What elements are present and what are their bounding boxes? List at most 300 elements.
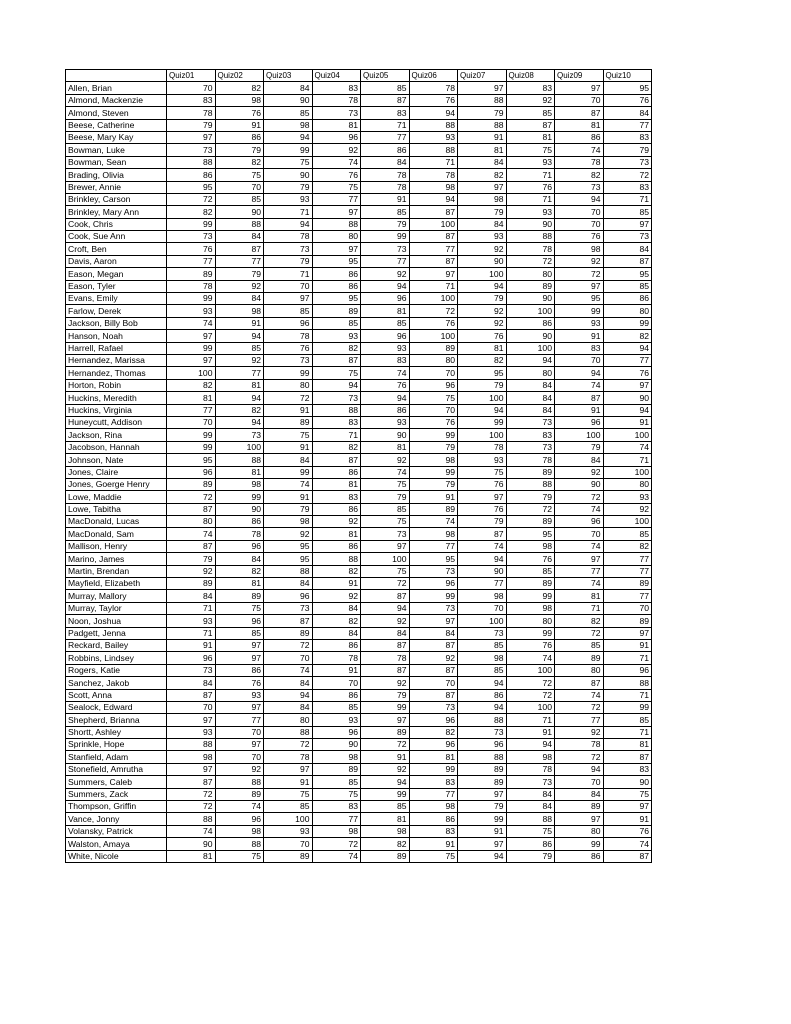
score-cell: 90 xyxy=(312,739,361,751)
table-row xyxy=(66,156,652,168)
score-cell: 92 xyxy=(361,615,410,627)
score-cell: 84 xyxy=(361,627,410,639)
table-row xyxy=(66,379,652,391)
score-cell: 76 xyxy=(603,367,652,379)
student-name-cell: Hanson, Noah xyxy=(66,330,167,342)
score-cell: 72 xyxy=(264,739,313,751)
score-cell: 89 xyxy=(264,627,313,639)
score-cell: 91 xyxy=(458,131,507,143)
score-cell: 87 xyxy=(409,639,458,651)
student-name-cell: Hernandez, Thomas xyxy=(66,367,167,379)
score-cell: 92 xyxy=(167,565,216,577)
score-cell: 71 xyxy=(603,454,652,466)
score-cell: 97 xyxy=(603,627,652,639)
table-row xyxy=(66,776,652,788)
column-header: Quiz10 xyxy=(603,70,652,82)
score-cell: 90 xyxy=(458,565,507,577)
score-cell: 90 xyxy=(215,206,264,218)
score-cell: 92 xyxy=(555,726,604,738)
score-cell: 97 xyxy=(458,788,507,800)
score-cell: 70 xyxy=(555,776,604,788)
student-name-cell: Mallison, Henry xyxy=(66,540,167,552)
score-cell: 89 xyxy=(555,652,604,664)
column-header: Quiz02 xyxy=(215,70,264,82)
score-cell: 92 xyxy=(215,280,264,292)
score-cell: 72 xyxy=(312,838,361,850)
score-cell: 71 xyxy=(603,689,652,701)
table-row xyxy=(66,627,652,639)
score-cell: 88 xyxy=(506,478,555,490)
score-cell: 96 xyxy=(361,293,410,305)
score-cell: 94 xyxy=(555,763,604,775)
score-cell: 96 xyxy=(361,330,410,342)
score-cell: 81 xyxy=(361,305,410,317)
score-cell: 96 xyxy=(409,379,458,391)
score-cell: 81 xyxy=(215,466,264,478)
score-cell: 93 xyxy=(409,131,458,143)
score-cell: 87 xyxy=(555,677,604,689)
score-cell: 78 xyxy=(506,243,555,255)
score-cell: 85 xyxy=(361,801,410,813)
score-cell: 98 xyxy=(409,528,458,540)
score-cell: 97 xyxy=(167,354,216,366)
score-cell: 86 xyxy=(215,516,264,528)
score-cell: 74 xyxy=(555,503,604,515)
score-cell: 76 xyxy=(555,231,604,243)
score-cell: 98 xyxy=(506,540,555,552)
score-cell: 84 xyxy=(215,231,264,243)
score-cell: 75 xyxy=(215,602,264,614)
student-name-cell: Jackson, Billy Bob xyxy=(66,317,167,329)
score-cell: 73 xyxy=(603,231,652,243)
score-cell: 94 xyxy=(409,107,458,119)
student-name-cell: Bowman, Luke xyxy=(66,144,167,156)
score-cell: 80 xyxy=(506,615,555,627)
score-cell: 79 xyxy=(603,144,652,156)
score-cell: 96 xyxy=(264,590,313,602)
score-cell: 96 xyxy=(312,131,361,143)
score-cell: 87 xyxy=(361,94,410,106)
score-cell: 78 xyxy=(506,454,555,466)
score-cell: 100 xyxy=(409,330,458,342)
score-cell: 72 xyxy=(555,627,604,639)
score-cell: 78 xyxy=(167,107,216,119)
score-cell: 91 xyxy=(167,639,216,651)
score-cell: 95 xyxy=(312,293,361,305)
score-cell: 85 xyxy=(506,107,555,119)
student-name-cell: Huneycutt, Addison xyxy=(66,416,167,428)
score-cell: 94 xyxy=(555,193,604,205)
table-row xyxy=(66,392,652,404)
score-cell: 86 xyxy=(506,838,555,850)
score-cell: 83 xyxy=(312,82,361,94)
score-cell: 85 xyxy=(603,528,652,540)
column-header: Quiz07 xyxy=(458,70,507,82)
score-cell: 95 xyxy=(167,454,216,466)
score-cell: 73 xyxy=(167,664,216,676)
score-cell: 89 xyxy=(167,478,216,490)
student-name-cell: White, Nicole xyxy=(66,850,167,862)
score-cell: 100 xyxy=(215,441,264,453)
score-cell: 88 xyxy=(264,726,313,738)
student-name-cell: Stonefield, Amrutha xyxy=(66,763,167,775)
score-cell: 71 xyxy=(409,280,458,292)
score-cell: 83 xyxy=(603,131,652,143)
score-cell: 73 xyxy=(506,416,555,428)
student-name-cell: Almond, Steven xyxy=(66,107,167,119)
score-cell: 78 xyxy=(409,82,458,94)
score-cell: 80 xyxy=(264,379,313,391)
score-cell: 85 xyxy=(264,107,313,119)
score-cell: 86 xyxy=(555,850,604,862)
score-cell: 88 xyxy=(458,751,507,763)
student-name-cell: Beese, Mary Kay xyxy=(66,131,167,143)
score-cell: 86 xyxy=(312,689,361,701)
score-cell: 87 xyxy=(312,454,361,466)
score-cell: 82 xyxy=(409,726,458,738)
table-row xyxy=(66,553,652,565)
score-cell: 96 xyxy=(312,726,361,738)
score-cell: 100 xyxy=(458,429,507,441)
score-cell: 79 xyxy=(361,689,410,701)
score-cell: 80 xyxy=(506,367,555,379)
score-cell: 70 xyxy=(555,354,604,366)
student-name-cell: Hernandez, Marissa xyxy=(66,354,167,366)
score-cell: 89 xyxy=(506,280,555,292)
table-row xyxy=(66,850,652,862)
score-cell: 86 xyxy=(215,131,264,143)
score-cell: 96 xyxy=(167,652,216,664)
score-cell: 75 xyxy=(603,788,652,800)
score-cell: 71 xyxy=(264,268,313,280)
score-cell: 97 xyxy=(603,801,652,813)
score-cell: 80 xyxy=(506,268,555,280)
score-cell: 91 xyxy=(409,838,458,850)
score-cell: 72 xyxy=(264,392,313,404)
score-cell: 95 xyxy=(603,82,652,94)
score-cell: 94 xyxy=(264,131,313,143)
score-cell: 70 xyxy=(264,652,313,664)
score-cell: 72 xyxy=(167,491,216,503)
score-cell: 76 xyxy=(458,330,507,342)
score-cell: 93 xyxy=(506,206,555,218)
score-cell: 94 xyxy=(506,739,555,751)
score-cell: 84 xyxy=(506,801,555,813)
score-cell: 73 xyxy=(506,441,555,453)
score-cell: 70 xyxy=(167,82,216,94)
score-cell: 98 xyxy=(312,825,361,837)
score-cell: 82 xyxy=(603,330,652,342)
score-cell: 71 xyxy=(603,726,652,738)
student-name-cell: Jones, Goerge Henry xyxy=(66,478,167,490)
score-cell: 77 xyxy=(361,131,410,143)
score-cell: 79 xyxy=(458,107,507,119)
score-cell: 98 xyxy=(167,751,216,763)
score-cell: 81 xyxy=(361,441,410,453)
score-cell: 90 xyxy=(215,503,264,515)
table-body xyxy=(66,82,652,863)
score-cell: 81 xyxy=(458,144,507,156)
score-cell: 81 xyxy=(555,590,604,602)
score-cell: 72 xyxy=(506,689,555,701)
score-cell: 74 xyxy=(312,850,361,862)
table-row xyxy=(66,763,652,775)
score-cell: 70 xyxy=(555,94,604,106)
score-cell: 88 xyxy=(264,565,313,577)
score-cell: 70 xyxy=(409,367,458,379)
score-cell: 99 xyxy=(409,590,458,602)
score-cell: 76 xyxy=(458,478,507,490)
score-cell: 92 xyxy=(361,763,410,775)
score-cell: 87 xyxy=(361,590,410,602)
table-row xyxy=(66,838,652,850)
score-cell: 100 xyxy=(603,429,652,441)
score-cell: 88 xyxy=(458,94,507,106)
student-name-cell: Davis, Aaron xyxy=(66,255,167,267)
score-cell: 96 xyxy=(409,578,458,590)
score-cell: 93 xyxy=(458,454,507,466)
score-cell: 76 xyxy=(458,503,507,515)
score-cell: 95 xyxy=(506,528,555,540)
score-cell: 78 xyxy=(264,231,313,243)
table-row xyxy=(66,578,652,590)
score-cell: 98 xyxy=(409,454,458,466)
table-row xyxy=(66,293,652,305)
score-cell: 91 xyxy=(264,404,313,416)
score-cell: 81 xyxy=(603,739,652,751)
score-cell: 82 xyxy=(312,565,361,577)
column-header: Quiz06 xyxy=(409,70,458,82)
student-name-cell: Walston, Amaya xyxy=(66,838,167,850)
score-cell: 100 xyxy=(409,293,458,305)
score-cell: 79 xyxy=(215,144,264,156)
score-cell: 92 xyxy=(458,317,507,329)
score-cell: 72 xyxy=(361,578,410,590)
score-cell: 71 xyxy=(506,193,555,205)
score-cell: 99 xyxy=(555,305,604,317)
score-cell: 73 xyxy=(409,701,458,713)
score-cell: 86 xyxy=(409,813,458,825)
score-cell: 86 xyxy=(312,503,361,515)
score-cell: 78 xyxy=(555,739,604,751)
score-cell: 75 xyxy=(215,850,264,862)
score-cell: 83 xyxy=(167,94,216,106)
score-cell: 80 xyxy=(312,231,361,243)
table-row xyxy=(66,144,652,156)
score-cell: 79 xyxy=(264,503,313,515)
score-cell: 79 xyxy=(409,441,458,453)
score-cell: 100 xyxy=(506,701,555,713)
score-cell: 99 xyxy=(264,144,313,156)
student-name-cell: Brading, Olivia xyxy=(66,169,167,181)
score-cell: 77 xyxy=(409,243,458,255)
student-name-cell: Beese, Catherine xyxy=(66,119,167,131)
score-cell: 76 xyxy=(361,379,410,391)
score-cell: 72 xyxy=(506,255,555,267)
score-cell: 73 xyxy=(506,776,555,788)
score-cell: 85 xyxy=(215,193,264,205)
score-cell: 90 xyxy=(603,776,652,788)
student-name-cell: Cook, Sue Ann xyxy=(66,231,167,243)
score-cell: 89 xyxy=(361,726,410,738)
score-cell: 86 xyxy=(312,466,361,478)
score-cell: 97 xyxy=(458,82,507,94)
score-cell: 100 xyxy=(458,268,507,280)
score-cell: 97 xyxy=(215,652,264,664)
score-cell: 89 xyxy=(555,801,604,813)
table-row xyxy=(66,751,652,763)
score-cell: 97 xyxy=(409,615,458,627)
score-cell: 96 xyxy=(409,714,458,726)
score-cell: 97 xyxy=(458,838,507,850)
score-cell: 78 xyxy=(409,169,458,181)
score-cell: 91 xyxy=(458,825,507,837)
score-cell: 94 xyxy=(458,701,507,713)
score-cell: 93 xyxy=(215,689,264,701)
score-cell: 71 xyxy=(555,602,604,614)
score-cell: 72 xyxy=(167,801,216,813)
score-cell: 79 xyxy=(458,206,507,218)
score-cell: 97 xyxy=(603,379,652,391)
score-cell: 92 xyxy=(555,255,604,267)
score-cell: 98 xyxy=(215,94,264,106)
student-name-cell: Cook, Chris xyxy=(66,218,167,230)
score-cell: 89 xyxy=(264,416,313,428)
score-cell: 87 xyxy=(555,107,604,119)
table-row xyxy=(66,317,652,329)
score-cell: 94 xyxy=(361,776,410,788)
score-cell: 86 xyxy=(361,144,410,156)
score-cell: 97 xyxy=(361,540,410,552)
score-cell: 94 xyxy=(361,392,410,404)
score-cell: 76 xyxy=(409,94,458,106)
score-cell: 82 xyxy=(312,342,361,354)
table-row xyxy=(66,181,652,193)
score-cell: 83 xyxy=(506,429,555,441)
table-row xyxy=(66,169,652,181)
score-cell: 81 xyxy=(361,813,410,825)
score-cell: 83 xyxy=(312,801,361,813)
score-cell: 74 xyxy=(555,379,604,391)
score-cell: 84 xyxy=(361,156,410,168)
student-name-cell: Brewer, Annie xyxy=(66,181,167,193)
score-cell: 97 xyxy=(167,330,216,342)
score-cell: 79 xyxy=(458,379,507,391)
score-cell: 70 xyxy=(312,677,361,689)
score-cell: 71 xyxy=(264,206,313,218)
score-cell: 96 xyxy=(264,317,313,329)
score-cell: 78 xyxy=(361,181,410,193)
score-cell: 96 xyxy=(603,664,652,676)
score-cell: 81 xyxy=(312,478,361,490)
score-cell: 73 xyxy=(555,181,604,193)
score-cell: 99 xyxy=(458,416,507,428)
score-cell: 87 xyxy=(409,664,458,676)
table-row xyxy=(66,788,652,800)
score-cell: 100 xyxy=(506,305,555,317)
score-cell: 87 xyxy=(603,850,652,862)
score-cell: 100 xyxy=(264,813,313,825)
table-row xyxy=(66,454,652,466)
score-cell: 85 xyxy=(215,627,264,639)
score-cell: 70 xyxy=(167,416,216,428)
score-cell: 71 xyxy=(312,429,361,441)
score-cell: 74 xyxy=(555,689,604,701)
score-cell: 79 xyxy=(458,516,507,528)
score-cell: 99 xyxy=(409,763,458,775)
score-cell: 77 xyxy=(603,119,652,131)
score-cell: 92 xyxy=(264,528,313,540)
score-cell: 82 xyxy=(361,838,410,850)
score-cell: 87 xyxy=(167,776,216,788)
score-cell: 77 xyxy=(167,255,216,267)
score-cell: 74 xyxy=(603,441,652,453)
score-cell: 91 xyxy=(506,726,555,738)
score-cell: 74 xyxy=(361,367,410,379)
score-cell: 87 xyxy=(409,255,458,267)
score-cell: 92 xyxy=(361,268,410,280)
score-cell: 73 xyxy=(361,528,410,540)
score-cell: 76 xyxy=(506,181,555,193)
table-row xyxy=(66,689,652,701)
score-cell: 91 xyxy=(264,491,313,503)
score-cell: 93 xyxy=(603,491,652,503)
score-cell: 83 xyxy=(312,416,361,428)
score-cell: 94 xyxy=(215,392,264,404)
score-cell: 98 xyxy=(264,516,313,528)
score-cell: 98 xyxy=(264,119,313,131)
score-cell: 81 xyxy=(167,392,216,404)
score-cell: 70 xyxy=(555,528,604,540)
score-cell: 91 xyxy=(264,776,313,788)
score-cell: 90 xyxy=(506,218,555,230)
score-cell: 72 xyxy=(167,193,216,205)
score-cell: 98 xyxy=(409,181,458,193)
score-cell: 87 xyxy=(215,243,264,255)
score-cell: 84 xyxy=(264,677,313,689)
score-cell: 75 xyxy=(409,392,458,404)
score-cell: 90 xyxy=(506,293,555,305)
score-cell: 80 xyxy=(603,305,652,317)
score-cell: 99 xyxy=(555,838,604,850)
student-name-cell: Summers, Zack xyxy=(66,788,167,800)
score-cell: 73 xyxy=(458,627,507,639)
score-cell: 83 xyxy=(409,825,458,837)
score-cell: 77 xyxy=(603,590,652,602)
score-cell: 70 xyxy=(603,602,652,614)
score-cell: 78 xyxy=(312,94,361,106)
score-cell: 99 xyxy=(167,429,216,441)
score-cell: 93 xyxy=(555,317,604,329)
score-cell: 91 xyxy=(555,404,604,416)
score-cell: 84 xyxy=(555,454,604,466)
score-cell: 92 xyxy=(458,243,507,255)
score-cell: 91 xyxy=(312,664,361,676)
score-cell: 95 xyxy=(264,540,313,552)
score-cell: 70 xyxy=(555,206,604,218)
score-cell: 96 xyxy=(215,540,264,552)
score-cell: 98 xyxy=(312,751,361,763)
score-cell: 90 xyxy=(264,94,313,106)
score-cell: 72 xyxy=(603,169,652,181)
score-cell: 94 xyxy=(603,342,652,354)
score-cell: 78 xyxy=(361,169,410,181)
score-cell: 97 xyxy=(167,131,216,143)
score-cell: 85 xyxy=(264,801,313,813)
score-cell: 85 xyxy=(312,701,361,713)
score-cell: 87 xyxy=(409,689,458,701)
score-cell: 93 xyxy=(361,342,410,354)
